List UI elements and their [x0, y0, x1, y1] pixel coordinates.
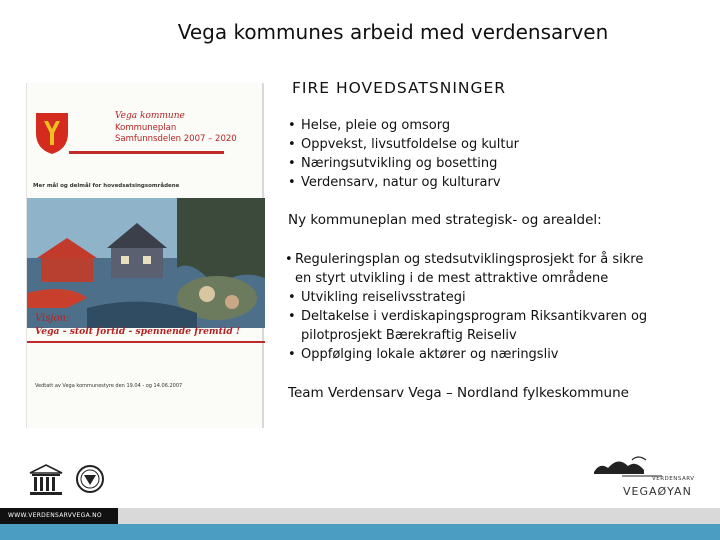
world-heritage-emblem-icon — [75, 463, 105, 495]
footer-url[interactable]: WWW.VERDENSARVVEGA.NO — [0, 508, 118, 524]
cover-vision-text: Vega - stolt fortid - spennende fremtid ! — [35, 326, 241, 337]
list-item: • Deltakelse i verdiskapingsprogram Riksantikvaren og pilotprosjekt Bærekraftig Reiseliv — [285, 307, 705, 345]
slide-title: Vega kommunes arbeid med verdensarven — [177, 20, 609, 44]
list-item: • Helse, pleie og omsorg — [285, 116, 519, 135]
cover-subtitle: Kommuneplan Samfunnsdelen 2007 – 2020 — [115, 123, 237, 144]
unesco-logo-icon — [28, 463, 64, 497]
cover-divider — [69, 151, 224, 154]
coat-of-arms-icon — [35, 111, 69, 155]
list-item: • Næringsutvikling og bosetting — [285, 154, 519, 173]
cover-title: Vega kommune — [115, 111, 185, 121]
list-item: • Oppvekst, livsutfoldelse og kultur — [285, 135, 519, 154]
list-item: • Oppfølging lokale aktører og næringsliv — [285, 345, 705, 364]
cover-vision-divider — [27, 341, 265, 343]
cover-vision-label: Visjon: — [35, 313, 70, 324]
main-heading: FIRE HOVEDSATSNINGER — [292, 79, 507, 97]
plan-items-list — [285, 250, 705, 364]
team-credit: Team Verdensarv Vega – Nordland fylkeskommune — [288, 385, 629, 401]
logo-small-text: VERDENSARV — [652, 476, 695, 482]
vegaoyan-logo — [592, 452, 697, 500]
list-item: • Verdensarv, natur og kulturarv — [285, 173, 519, 192]
logo-big-text: VEGAØYAN — [623, 485, 692, 498]
main-priorities-list — [285, 116, 519, 192]
list-item: • Reguleringsplan og stedsutviklingsprosjekt for å sikre en styrt utvikling i de mest attraktive områdene — [285, 250, 705, 288]
plan-subheading: Ny kommuneplan med strategisk- og arealdel: — [288, 212, 602, 228]
cover-painting-image — [27, 198, 265, 328]
kommuneplan-cover-image — [26, 83, 264, 428]
footer-bottom-bar — [0, 524, 720, 540]
cover-adopted-note: Vedtatt av Vega kommunestyre den 19.04 - og 14.06.2007 — [35, 383, 183, 389]
list-item: • Utvikling reiselivsstrategi — [285, 288, 705, 307]
cover-goals-caption: Mer mål og delmål for hovedsatsingsområdene — [33, 183, 180, 189]
